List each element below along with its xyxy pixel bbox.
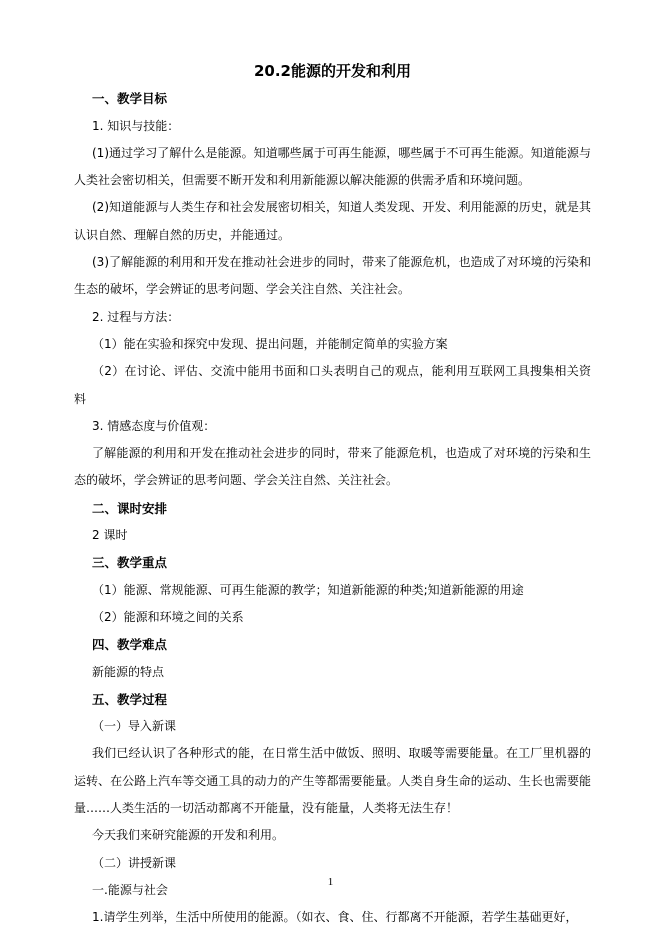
- paragraph: 1.请学生列举，生活中所使用的能源。（如衣、食、住、行都离不开能源，若学生基础更好，: [92, 910, 578, 925]
- paragraph: （1）能源、常规能源、可再生能源的教学；知道新能源的种类;知道新能源的用途: [92, 582, 524, 597]
- document-title: 20.2能源的开发和利用: [253, 62, 411, 80]
- paragraph: 一.能源与社会: [92, 882, 168, 897]
- paragraph: （二）讲授新课: [92, 855, 177, 870]
- paragraph: (3)了解能源的利用和开发在推动社会进步的同时，带来了能源危机，也造成了对环境的污染和生态的破坏，学会辨证的思考问题、学会关注自然、关注社会。: [74, 255, 591, 297]
- paragraph: 了解能源的利用和开发在推动社会进步的同时，带来了能源危机，也造成了对环境的污染和生态的破坏，学会辨证的思考问题、学会关注自然、关注社会。: [74, 446, 591, 488]
- page-number: 1: [327, 876, 334, 888]
- section-heading: 五、教学过程: [92, 691, 168, 707]
- paragraph: 2. 过程与方法：: [92, 309, 180, 324]
- paragraph: （一）导入新课: [92, 719, 177, 734]
- paragraph: （2）在讨论、评估、交流中能用书面和口头表明自己的观点，能利用互联网工具搜集相关资料: [74, 364, 591, 406]
- paragraph: 3. 情感态度与价值观：: [92, 418, 216, 433]
- section-heading: 四、教学难点: [92, 637, 168, 653]
- section-heading: 一、教学目标: [92, 91, 168, 107]
- paragraph: （1）能在实验和探究中发现、提出问题，并能制定简单的实验方案: [92, 336, 448, 351]
- paragraph: （2）能源和环境之间的关系: [92, 609, 244, 624]
- section-heading: 二、课时安排: [92, 500, 168, 516]
- paragraph: 2 课时: [92, 528, 128, 543]
- paragraph: 我们已经认识了各种形式的能，在日常生活中做饭、照明、取暖等需要能量。在工厂里机器的运转、在公路上汽车等交通工具的动力的产生等都需要能量。人类自身生命的运动、生长也需要能量……人类生活的一切活动都离不开能量，没有能量，人类将无法生存！: [74, 746, 591, 816]
- section-heading: 三、教学重点: [92, 555, 168, 571]
- paragraph: (1)通过学习了解什么是能源。知道哪些属于可再生能源，哪些属于不可再生能源。知道能源与人类社会密切相关，但需要不断开发和利用新能源以解决能源的供需矛盾和环境问题。: [74, 145, 591, 188]
- paragraph: 1. 知识与技能：: [92, 118, 180, 133]
- document-body: [74, 85, 591, 931]
- paragraph: 今天我们来研究能源的开发和利用。: [92, 828, 285, 843]
- paragraph: (2)知道能源与人类生存和社会发展密切相关，知道人类发现、开发、利用能源的历史，就是其认识自然、理解自然的历史，并能通过。: [74, 200, 591, 242]
- paragraph: 新能源的特点: [92, 664, 165, 679]
